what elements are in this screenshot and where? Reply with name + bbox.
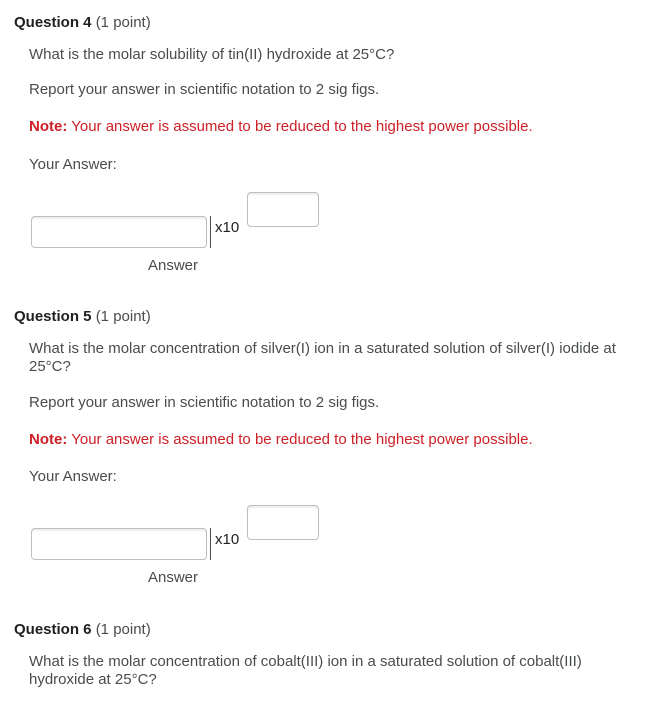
question-title: Question 6 [14, 621, 92, 638]
question-note [29, 118, 533, 135]
times-ten-label: x10 [210, 528, 239, 560]
question-header [14, 308, 151, 325]
question-title: Question 4 [14, 14, 92, 31]
note-text: Your answer is assumed to be reduced to the highest power possible. [71, 118, 533, 135]
note-label: Note: [29, 118, 68, 135]
times-ten-label: x10 [210, 216, 239, 248]
question-instruction: Report your answer in scientific notation to 2 sig figs. [29, 81, 380, 98]
answer-caption: Answer [148, 569, 199, 586]
question-points: (1 point) [95, 621, 151, 638]
question-instruction: Report your answer in scientific notation to 2 sig figs. [29, 394, 380, 411]
your-answer-label: Your Answer: [29, 156, 117, 173]
question-points: (1 point) [95, 308, 151, 325]
question-text: What is the molar solubility of tin(II) hydroxide at 25°C? [29, 46, 395, 63]
question-title: Question 5 [14, 308, 92, 325]
answer-input[interactable] [31, 528, 207, 560]
question-text: What is the molar concentration of cobalt(III) ion in a saturated solution of cobalt(III) hydroxide at 25°C? [29, 653, 582, 688]
answer-input[interactable] [31, 216, 207, 248]
question-text: What is the molar concentration of silver(I) ion in a saturated solution of silver(I) iodide at 25°C? [29, 340, 616, 375]
question-note [29, 431, 533, 448]
question-points: (1 point) [95, 14, 151, 31]
note-label: Note: [29, 431, 68, 448]
answer-caption: Answer [148, 257, 199, 274]
exponent-input[interactable] [247, 192, 319, 227]
note-text: Your answer is assumed to be reduced to the highest power possible. [71, 431, 533, 448]
exponent-input[interactable] [247, 505, 319, 540]
question-header [14, 14, 151, 31]
question-header [14, 621, 151, 638]
your-answer-label: Your Answer: [29, 468, 117, 485]
